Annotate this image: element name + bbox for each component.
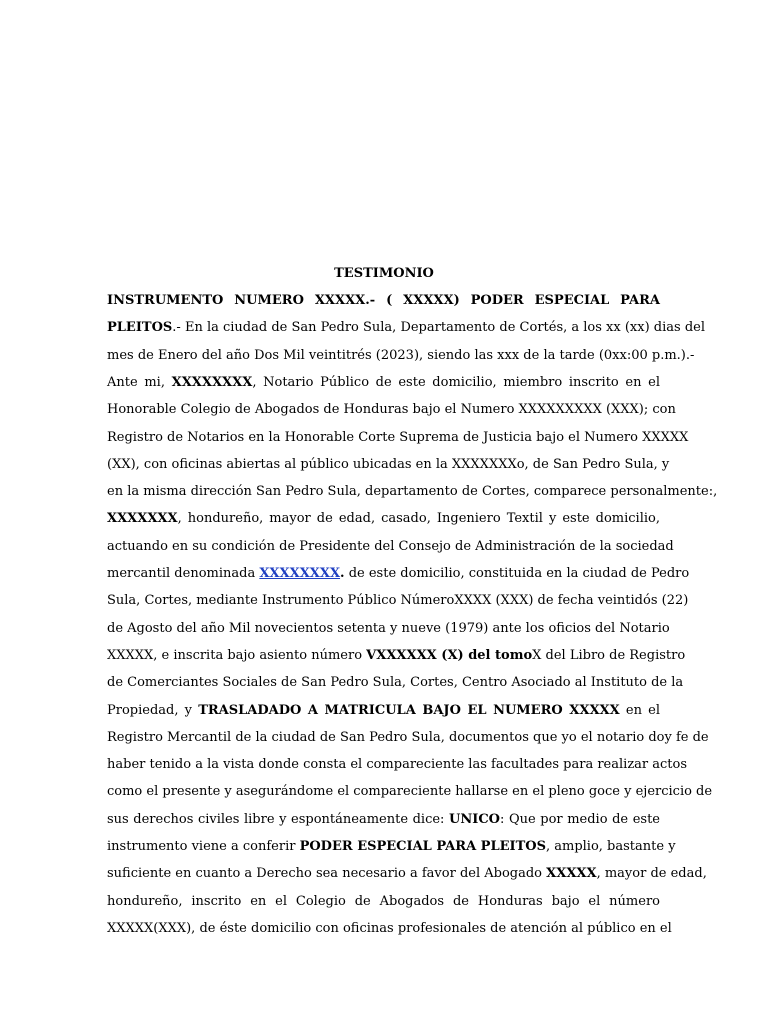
text-segment: : Que por medio de este (500, 811, 660, 827)
text-segment: mercantil denominada (107, 566, 260, 581)
document-title: TESTIMONIO (334, 266, 434, 281)
text-segment: Honorable Colegio de Abogados de Honduras bajo el Numero XXXXXXXXX (XXX); con (107, 402, 676, 418)
bold-text: XXXXXXX (107, 511, 178, 527)
body-line (107, 426, 689, 450)
text-segment: Sula, Cortes, mediante Instrumento Público NúmeroXXXX (XXX) de fecha veintidós (22) (107, 593, 689, 609)
text-segment: suficiente en cuanto a Derecho sea necesario a favor del Abogado (107, 866, 547, 882)
text-segment: sus derechos civiles libre y espontáneamente dice: (107, 811, 450, 827)
text-segment: Propiedad, y (107, 702, 199, 718)
text-segment: de Comerciantes Sociales de San Pedro Sula, Cortes, Centro Asociado al Instituto de la (107, 675, 684, 691)
text-segment: actuando en su condición de Presidente del Consejo de Administración de la sociedad (107, 538, 674, 554)
text-segment: , mayor de edad, (596, 866, 707, 882)
text-segment: en el (619, 702, 660, 718)
body-line (107, 589, 689, 613)
bold-text: . (340, 566, 345, 581)
text-segment: de Agosto del año Mil novecientos setenta y nueve (1979) ante los oficios del Notario (107, 620, 670, 636)
body-line (107, 835, 676, 859)
text-segment: hondureño, inscrito en el Colegio de Abogados de Honduras bajo el número (107, 893, 660, 909)
bold-text: PODER ESPECIAL PARA PLEITOS (299, 839, 546, 854)
body-line (107, 289, 660, 313)
text-segment: (XX), con oficinas abiertas al público ubicadas en la XXXXXXXo, de San Pedro Sula, y (107, 456, 670, 472)
bold-text: TRASLADADO A MATRICULA BAJO EL NUMERO XXXXX (198, 702, 620, 718)
body-line (107, 562, 690, 586)
text-segment: de este domicilio, constituida en la ciudad de Pedro (344, 566, 690, 581)
text-segment: , hondureño, mayor de edad, casado, Ingeniero Textil y este domicilio, (177, 511, 660, 527)
text-segment: , amplio, bastante y (545, 839, 676, 854)
body-line (107, 535, 674, 559)
text-segment: Ante mi, (107, 374, 172, 390)
text-segment: X del Libro de Registro (532, 647, 686, 663)
body-line (107, 917, 672, 941)
body-line (107, 507, 660, 531)
body-line (107, 398, 676, 422)
body-line (107, 780, 713, 804)
body-line (107, 644, 686, 668)
text-segment: como el presente y asegurándome el compareciente hallarse en el pleno goce y ejercicio de (107, 784, 713, 800)
text-segment: instrumento viene a conferir (107, 839, 300, 854)
body-line (107, 480, 718, 504)
bold-text: INSTRUMENTO NUMERO XXXXX.- ( XXXXX) PODER ESPECIAL PARA (107, 293, 660, 308)
body-line (107, 753, 688, 777)
text-segment: Registro Mercantil de la ciudad de San Pedro Sula, documentos que yo el notario doy fe de (107, 729, 709, 745)
text-segment: Registro de Notarios en la Honorable Corte Suprema de Justicia bajo el Numero XXXXX (107, 429, 689, 445)
bold-text: UNICO (449, 811, 500, 827)
company-name-link[interactable]: XXXXXXXX (259, 566, 341, 581)
body-line (107, 371, 660, 395)
body-line (107, 699, 660, 723)
bold-text: VXXXXXX (X) del tomo (366, 647, 533, 663)
text-segment: en la misma dirección San Pedro Sula, departamento de Cortes, comparece personalmente:, (107, 484, 718, 500)
bold-text: PLEITOS (107, 320, 173, 336)
body-line (107, 344, 695, 368)
body-line (107, 617, 670, 641)
body-line (107, 726, 709, 750)
body-line (107, 808, 660, 832)
bold-text: XXXXXXXX (171, 374, 253, 390)
bold-text: XXXXX (546, 866, 597, 882)
text-segment: XXXXX(XXX), de éste domicilio con oficinas profesionales de atención al público en el (107, 920, 672, 936)
body-line (107, 671, 684, 695)
body-line (107, 862, 707, 886)
body-line (107, 453, 670, 477)
body-line (107, 316, 705, 340)
text-segment: haber tenido a la vista donde consta el compareciente las facultades para realizar actos (107, 757, 688, 773)
text-segment: XXXXX, e inscrita bajo asiento número (107, 647, 367, 663)
text-segment: , Notario Público de este domicilio, miembro inscrito en el (252, 374, 660, 390)
text-segment: .- En la ciudad de San Pedro Sula, Departamento de Cortés, a los xx (xx) dias del (172, 320, 705, 336)
text-segment: mes de Enero del año Dos Mil veintitrés (2023), siendo las xxx de la tarde (0xx:00 p.m.).- (107, 347, 695, 363)
body-line (107, 890, 660, 914)
